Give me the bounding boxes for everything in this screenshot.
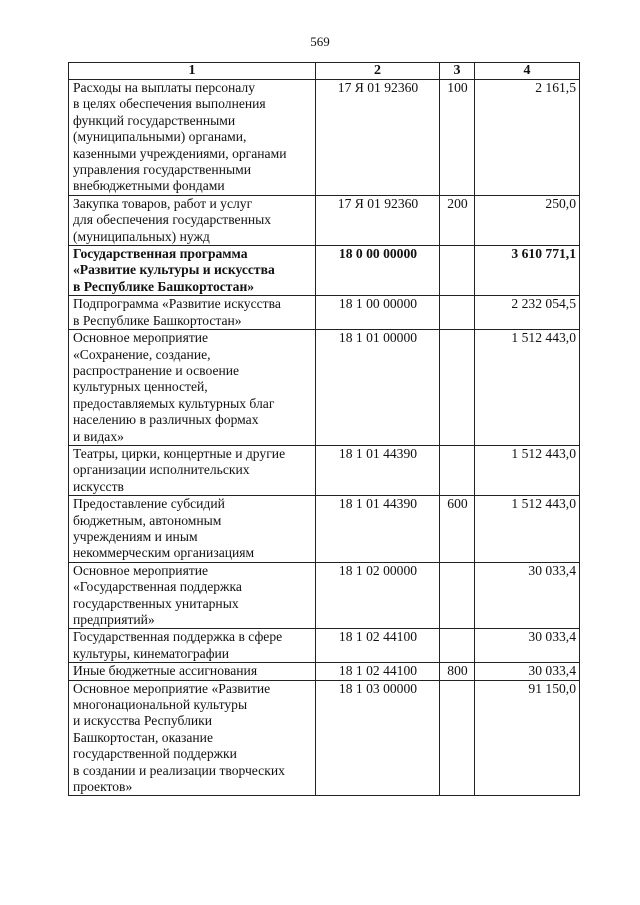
row-description: Предоставление субсидий бюджетным, автономным учреждениям и иным некоммерческим организациям bbox=[69, 496, 316, 563]
header-col-1: 1 bbox=[69, 63, 316, 80]
row-amount: 30 033,4 bbox=[475, 663, 580, 680]
row-expense-type: 800 bbox=[440, 663, 475, 680]
page-number: 569 bbox=[310, 34, 330, 49]
row-description: Расходы на выплаты персоналу в целях обеспечения выполнения функций государственными (муниципальными) органами, казенными учреждениями, органами управления государственными внебюджетными фондами bbox=[69, 80, 316, 196]
table-row bbox=[69, 296, 580, 330]
row-description: Иные бюджетные ассигнования bbox=[69, 663, 316, 680]
table-row bbox=[69, 680, 580, 796]
table-row bbox=[69, 330, 580, 446]
row-amount: 3 610 771,1 bbox=[475, 246, 580, 296]
row-expense-type: 100 bbox=[440, 80, 475, 196]
row-target-code: 17 Я 01 92360 bbox=[316, 195, 440, 245]
row-target-code: 18 0 00 00000 bbox=[316, 246, 440, 296]
row-target-code: 18 1 03 00000 bbox=[316, 680, 440, 796]
row-expense-type bbox=[440, 330, 475, 446]
row-target-code: 18 1 00 00000 bbox=[316, 296, 440, 330]
row-target-code: 18 1 02 44100 bbox=[316, 629, 440, 663]
table-row bbox=[69, 496, 580, 563]
row-target-code: 18 1 02 44100 bbox=[316, 663, 440, 680]
row-description: Государственная программа «Развитие культуры и искусства в Республике Башкортостан» bbox=[69, 246, 316, 296]
row-expense-type bbox=[440, 680, 475, 796]
table-row bbox=[69, 629, 580, 663]
header-col-4: 4 bbox=[475, 63, 580, 80]
row-amount: 30 033,4 bbox=[475, 562, 580, 629]
row-description: Театры, цирки, концертные и другие организации исполнительских искусств bbox=[69, 445, 316, 495]
table-row bbox=[69, 195, 580, 245]
row-description: Государственная поддержка в сфере культуры, кинематографии bbox=[69, 629, 316, 663]
row-expense-type bbox=[440, 296, 475, 330]
row-amount: 30 033,4 bbox=[475, 629, 580, 663]
row-description: Основное мероприятие «Государственная поддержка государственных унитарных предприятий» bbox=[69, 562, 316, 629]
table-row bbox=[69, 562, 580, 629]
row-expense-type bbox=[440, 246, 475, 296]
row-target-code: 18 1 02 00000 bbox=[316, 562, 440, 629]
row-description: Закупка товаров, работ и услуг для обеспечения государственных (муниципальных) нужд bbox=[69, 195, 316, 245]
row-description: Основное мероприятие «Развитие многонациональной культуры и искусства Республики Башкортостан, оказание государственной поддержки в создании и реализации творческих проектов» bbox=[69, 680, 316, 796]
table-row bbox=[69, 445, 580, 495]
budget-table bbox=[68, 62, 580, 796]
row-target-code: 18 1 01 00000 bbox=[316, 330, 440, 446]
row-expense-type: 200 bbox=[440, 195, 475, 245]
row-amount: 91 150,0 bbox=[475, 680, 580, 796]
table-row bbox=[69, 80, 580, 196]
row-description: Основное мероприятие «Сохранение, создание, распространение и освоение культурных ценностей, предоставляемых культурных благ населению в различных формах и видах» bbox=[69, 330, 316, 446]
table-row bbox=[69, 663, 580, 680]
row-amount: 250,0 bbox=[475, 195, 580, 245]
row-target-code: 18 1 01 44390 bbox=[316, 445, 440, 495]
row-target-code: 17 Я 01 92360 bbox=[316, 80, 440, 196]
table-header-row bbox=[69, 63, 580, 80]
row-amount: 1 512 443,0 bbox=[475, 445, 580, 495]
row-expense-type bbox=[440, 629, 475, 663]
row-amount: 2 161,5 bbox=[475, 80, 580, 196]
header-col-3: 3 bbox=[440, 63, 475, 80]
row-expense-type bbox=[440, 445, 475, 495]
row-target-code: 18 1 01 44390 bbox=[316, 496, 440, 563]
table-body bbox=[69, 80, 580, 796]
row-amount: 2 232 054,5 bbox=[475, 296, 580, 330]
header-col-2: 2 bbox=[316, 63, 440, 80]
row-description: Подпрограмма «Развитие искусства в Республике Башкортостан» bbox=[69, 296, 316, 330]
table-row bbox=[69, 246, 580, 296]
row-amount: 1 512 443,0 bbox=[475, 496, 580, 563]
row-amount: 1 512 443,0 bbox=[475, 330, 580, 446]
row-expense-type: 600 bbox=[440, 496, 475, 563]
row-expense-type bbox=[440, 562, 475, 629]
